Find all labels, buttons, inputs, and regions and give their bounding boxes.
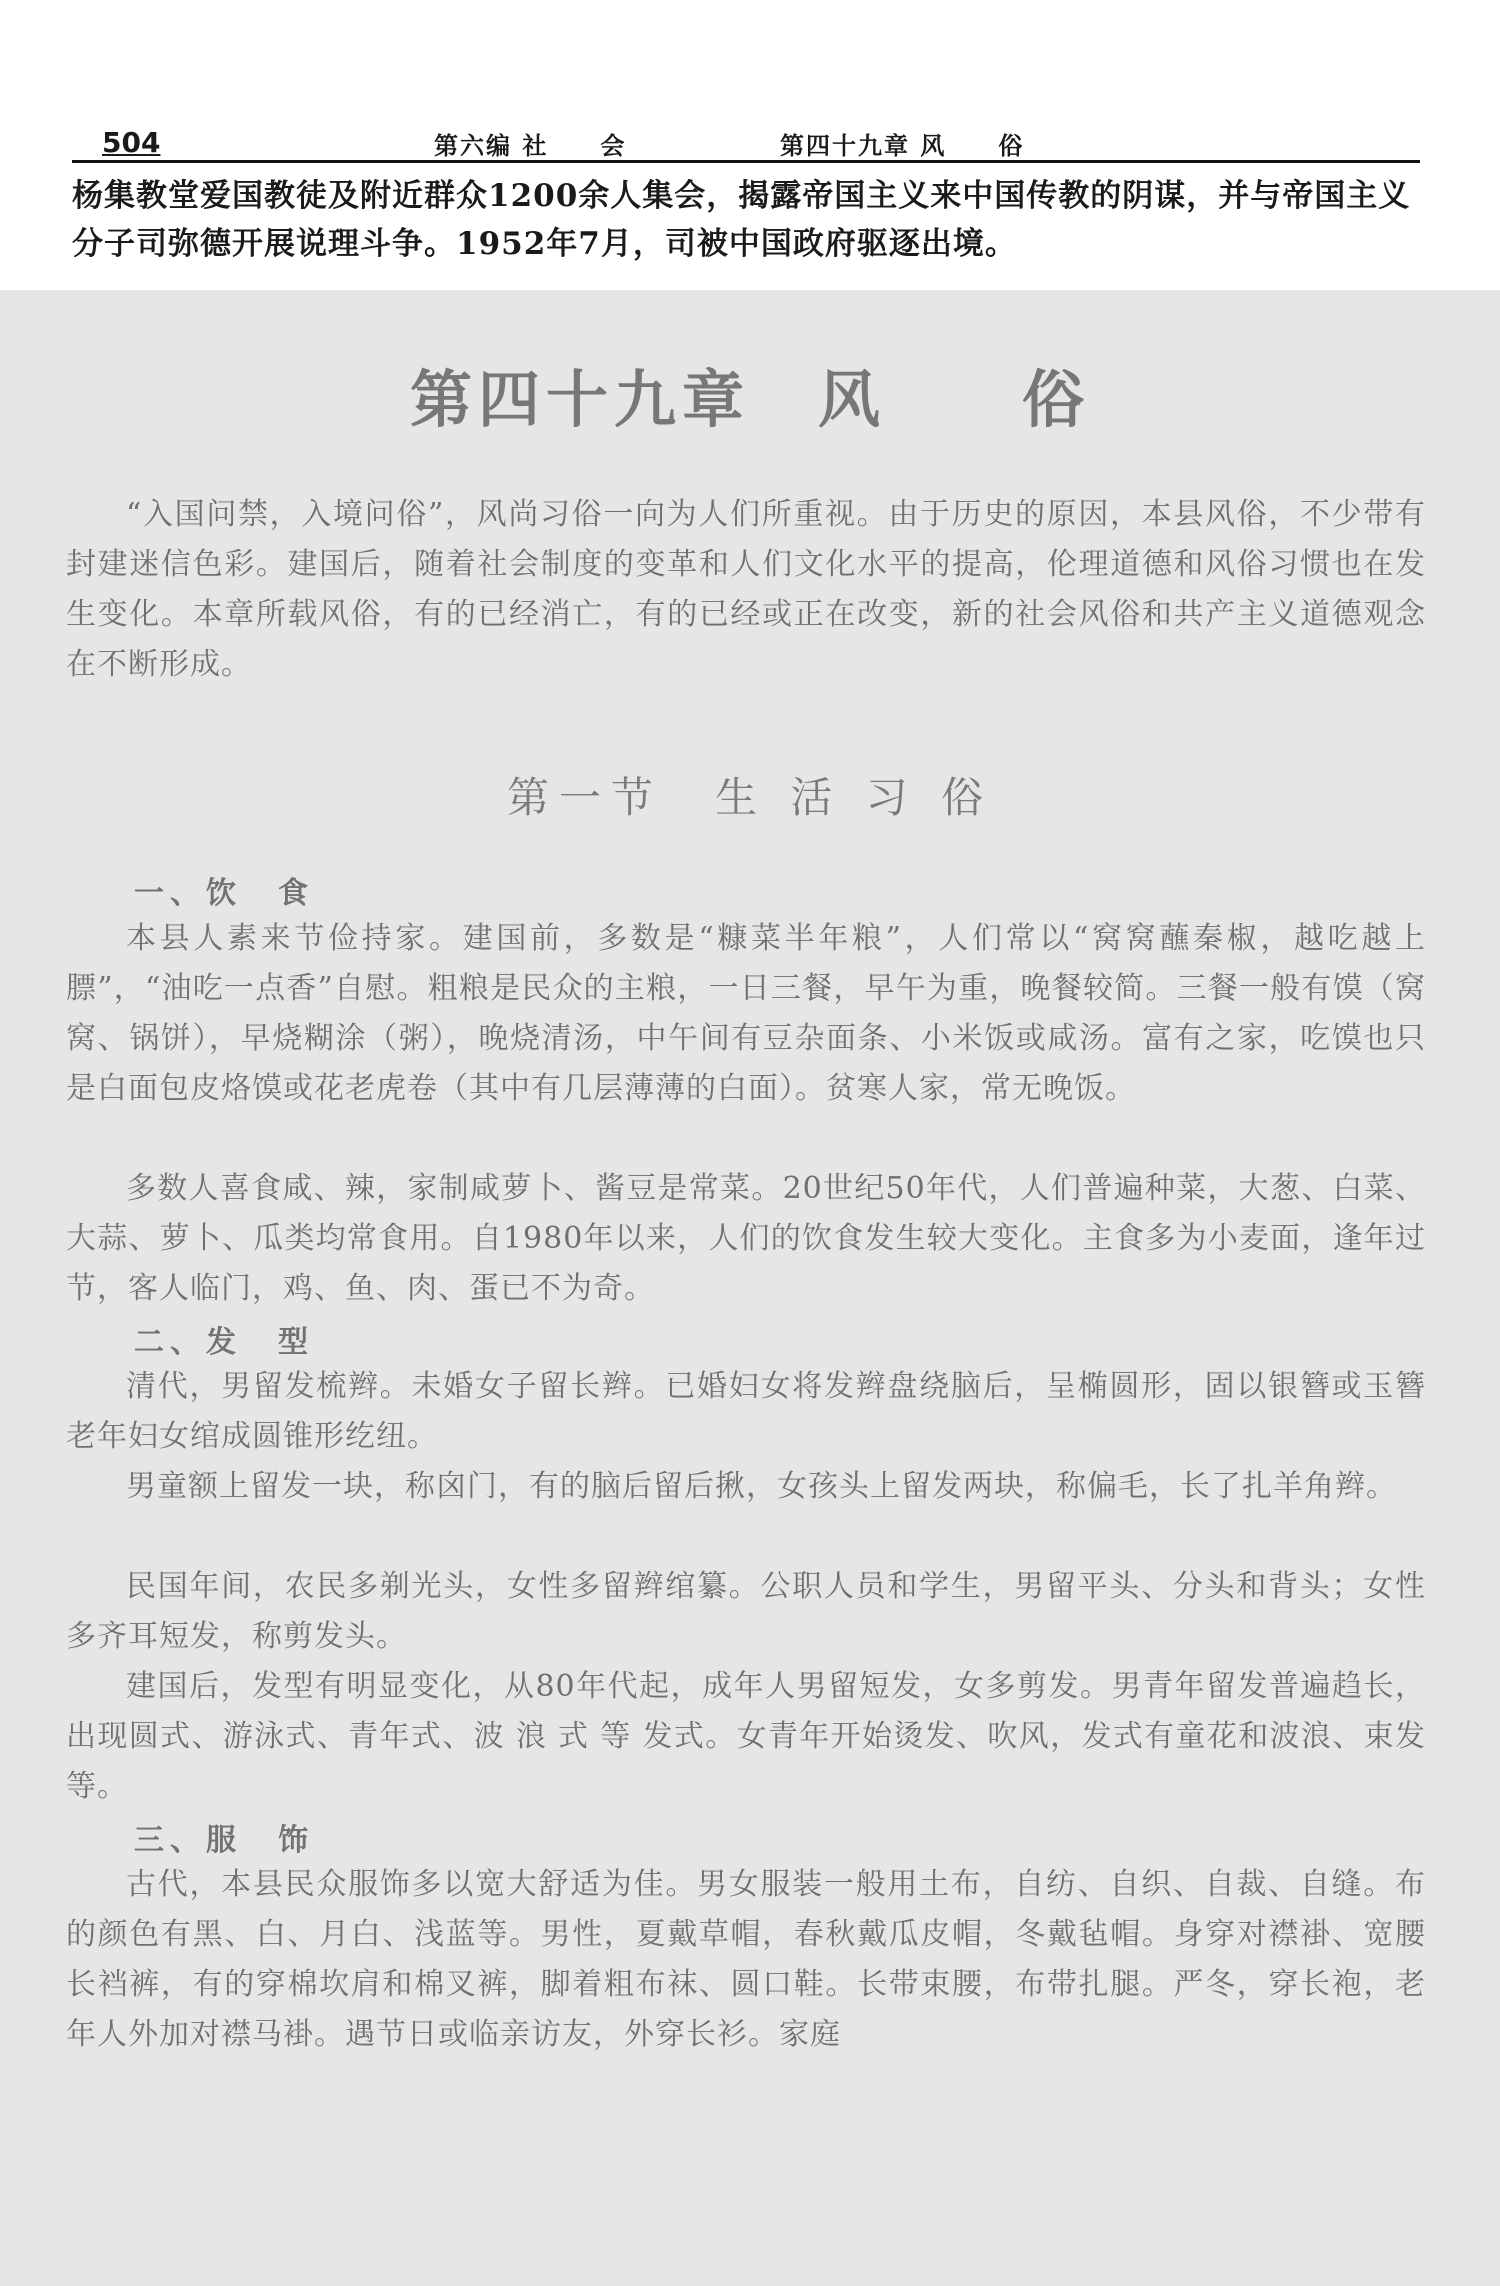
section-reference: 第六编 社 会 bbox=[434, 131, 627, 160]
hairstyle-paragraph-1: 清代，男留发梳辫。未婚女子留长辫。已婚妇女将发辫盘绕脑后，呈椭圆形，固以银簪或玉簪 老年妇女绾成圆锥形纥纽。 bbox=[66, 1369, 1457, 1454]
subsection-heading-hairstyle: 二、发 型 bbox=[134, 1325, 314, 1360]
continuation-paragraph: 杨集教堂爱国教徒及附近群众1200余人集会，揭露帝国主义来中国传教的阴谋，并与帝国主义分子司弥德开展说理斗争。1952年7月，司被中国政府驱逐出境。 bbox=[72, 178, 1411, 262]
clothing-paragraph-1: 古代，本县民众服饰多以宽大舒适为佳。男女服装一般用土布，自纺、自织、自裁、自缝。布的颜色有黑、白、月白、浅蓝等。男性，夏戴草帽，春秋戴瓜皮帽，冬戴毡帽。身穿对襟褂、宽腰长裆裤，有的穿棉坎肩和棉叉裤，脚着粗布袜、圆口鞋。长带束腰，布带扎腿。严冬，穿长袍，老年人外加对襟马褂。遇节日或临亲访友，外穿长衫。家庭 bbox=[66, 1867, 1426, 2052]
chapter-intro: “入国问禁，入境问俗”，风尚习俗一向为人们所重视。由于历史的原因，本县风俗，不少带有封建迷信色彩。建国后，随着社会制度的变革和人们文化水平的提高，伦理道德和风俗习惯也在发生变化。本章所载风俗，有的已经消亡，有的已经或正在改变，新的社会风俗和共产主义道德观念在不断形成。 bbox=[66, 497, 1426, 682]
hairstyle-paragraph-3: 民国年间，农民多剃光头，女性多留辫绾纂。公职人员和学生，男留平头、分头和背头；女性多齐耳短发，称剪发头。 bbox=[66, 1569, 1426, 1654]
subsection-heading-diet: 一、饮 食 bbox=[134, 876, 314, 911]
diet-paragraph-1: 本县人素来节俭持家。建国前，多数是“糠菜半年粮”，人们常以“窝窝蘸秦椒，越吃越上膘”，“油吃一点香”自慰。粗粮是民众的主粮，一日三餐，早午为重，晚餐较简。三餐一般有馍（窝窝、锅饼），早烧糊涂（粥），晚烧清汤，中午间有豆杂面条、小米饭或咸汤。富有之家，吃馍也只是白面包皮烙馍或花老虎卷（其中有几层薄薄的白面）。贫寒人家，常无晚饭。 bbox=[66, 921, 1426, 1106]
chapter-block bbox=[0, 290, 1500, 2286]
subsection-heading-clothing: 三、服 饰 bbox=[134, 1823, 314, 1858]
chapter-title: 第四十九章 风 俗 bbox=[409, 363, 1090, 436]
page-number: 504 bbox=[102, 126, 161, 159]
diet-paragraph-2: 多数人喜食咸、辣，家制咸萝卜、酱豆是常菜。20世纪50年代，人们普遍种菜，大葱、白菜、大蒜、萝卜、瓜类均常食用。自1980年以来，人们的饮食发生较大变化。主食多为小麦面，逢年过节，客人临门，鸡、鱼、肉、蛋已不为奇。 bbox=[66, 1171, 1426, 1306]
hairstyle-paragraph-2: 男童额上留发一块，称囟门，有的脑后留后揪，女孩头上留发两块，称偏毛，长了扎羊角辫。 bbox=[126, 1469, 1397, 1504]
chapter-reference: 第四十九章 风 俗 bbox=[780, 131, 1025, 160]
header-rule bbox=[72, 160, 1420, 163]
page-top bbox=[0, 0, 1500, 290]
section-title: 第一节 生 活 习 俗 bbox=[506, 773, 994, 822]
hairstyle-paragraph-4: 建国后，发型有明显变化，从80年代起，成年人男留短发，女多剪发。男青年留发普遍趋长，出现圆式、游泳式、青年式、波 浪 式 等 发式。女青年开始烫发、吹风，发式有童花和波浪、束发等。 bbox=[66, 1669, 1426, 1804]
